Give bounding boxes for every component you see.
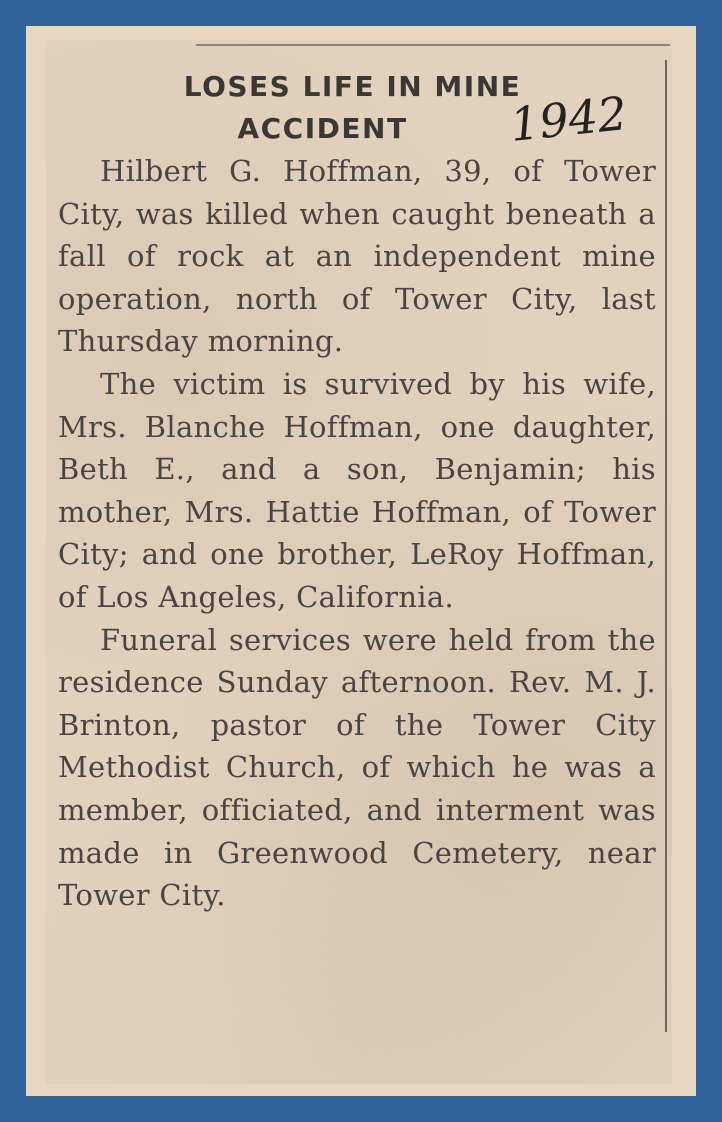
headline-line-1: LOSES LIFE IN MINE (183, 70, 522, 103)
article-body (58, 150, 656, 917)
paragraph: Funeral services were held from the residence Sunday afternoon. Rev. M. J. Brinton, pastor of the Tower City Methodist Church, of which he was a member, officiated, and interment was made in Greenwood Cemetery, near Tower City. (58, 622, 656, 913)
handwritten-year: 1942 (507, 86, 630, 152)
column-rule-top (196, 44, 670, 46)
paragraph: Hilbert G. Hoffman, 39, of Tower City, was killed when caught beneath a fall of rock at an independent mine operation, north of Tower City, last Thursday morning. (58, 154, 656, 359)
headline-line-2: ACCIDENT (237, 112, 408, 145)
column-rule-right (665, 60, 667, 1032)
paragraph: The victim is survived by his wife, Mrs. Blanche Hoffman, one daughter, Beth E., and a son, Benjamin; his mother, Mrs. Hattie Hoffman, of Tower City; and one brother, LeRoy Hoffman, of Los Angeles, California. (58, 366, 656, 614)
